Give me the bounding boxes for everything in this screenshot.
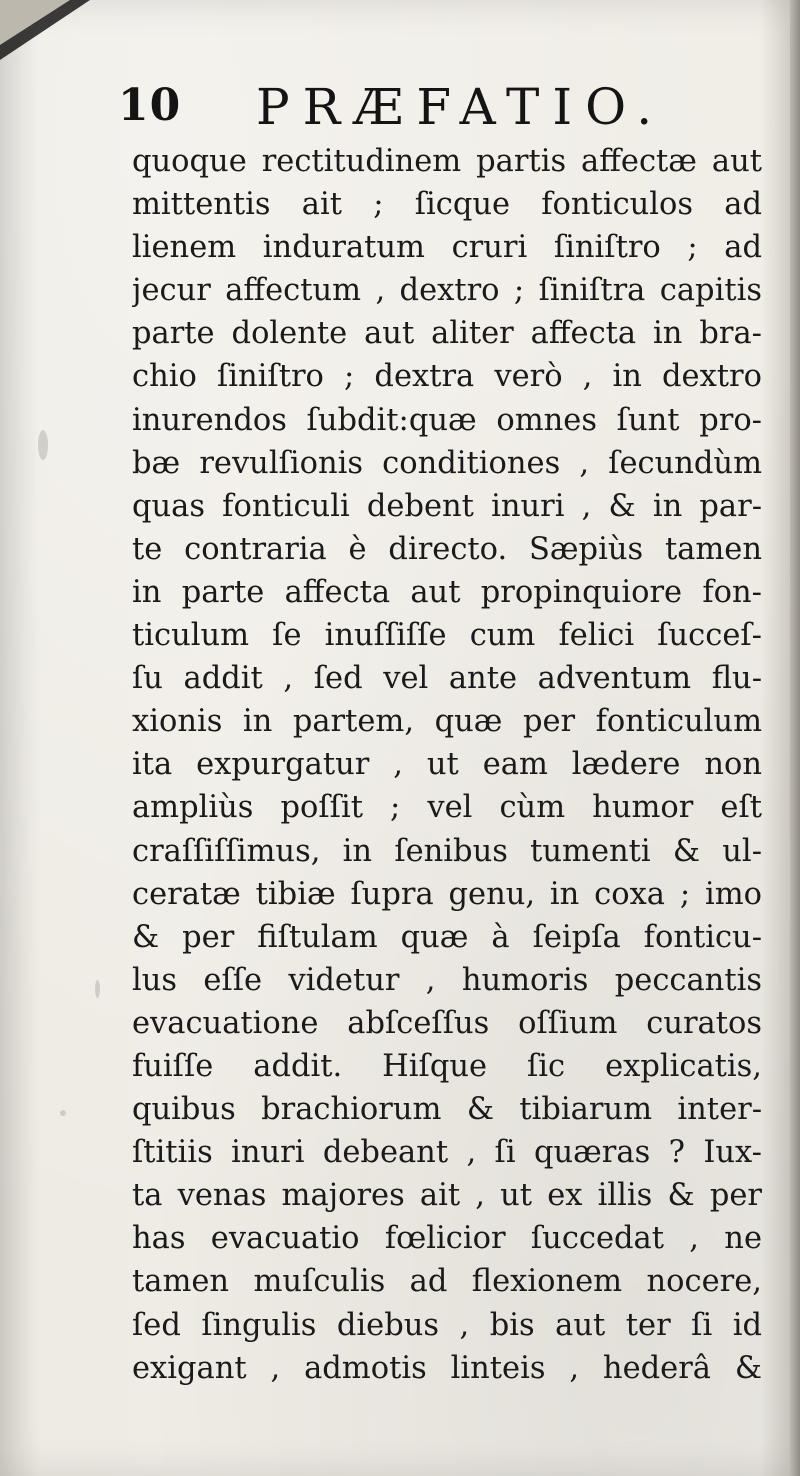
text-line: ſu addit , ſed vel ante adventum flu- [132, 661, 762, 697]
text-line: evacuatione abſceſſus oſſium curatos [132, 1005, 762, 1041]
text-line: inurendos ſubdit:quæ omnes ſunt pro- [132, 402, 762, 438]
text-line: ita expurgatur , ut eam lædere non [132, 747, 762, 783]
text-line: lus eſſe videtur , humoris peccantis [132, 962, 762, 998]
page-corner-fold [0, 0, 70, 45]
text-line: & per fiſtulam quæ à ſeipſa fonticu- [132, 919, 762, 955]
text-line: ta venas majores ait , ut ex illis & per [132, 1178, 762, 1214]
body-text [132, 140, 762, 1390]
text-line: bæ revulſionis conditiones , ſecundùm [132, 445, 762, 481]
text-line: lienem induratum cruri ſiniſtro ; ad [132, 230, 762, 266]
text-line: xionis in partem, quæ per fonticulum [132, 704, 762, 740]
text-line: ſtitiis inuri debeant , ſi quæras ? Iux- [132, 1135, 762, 1171]
text-line: quibus brachiorum & tibiarum inter- [132, 1092, 762, 1128]
ink-smudge [95, 980, 100, 998]
page-number: 10 [118, 80, 182, 131]
text-line: te contraria è directo. Sæpiùs tamen [132, 531, 762, 567]
text-line: ſed ſingulis diebus , bis aut ter ſi id [132, 1307, 762, 1343]
text-line: ampliùs poſſit ; vel cùm humor eſt [132, 790, 762, 826]
text-line: ceratæ tibiæ ſupra genu, in coxa ; imo [132, 876, 762, 912]
text-line: parte dolente aut aliter affecta in bra- [132, 316, 762, 352]
page-edge [790, 0, 800, 1476]
ink-smudge [38, 430, 48, 460]
text-line: tamen muſculis ad flexionem nocere, [132, 1264, 762, 1300]
ink-smudge [60, 1110, 66, 1116]
page-header [118, 70, 758, 140]
text-line: quas fonticuli debent inuri , & in par- [132, 488, 762, 524]
text-line: has evacuatio fœlicior ſuccedat , ne [132, 1221, 762, 1257]
text-line: mittentis ait ; ſicque fonticulos ad [132, 187, 762, 223]
text-line: exigant , admotis linteis , hederâ & [132, 1350, 762, 1386]
text-line: chio ſiniſtro ; dextra verò , in dextro [132, 359, 762, 395]
text-line: fuiſſe addit. Hiſque ſic explicatis, [132, 1048, 762, 1084]
running-head: PRÆFATIO. [256, 78, 666, 136]
text-line: ticulum ſe inuſſiſſe cum felici ſucceſ- [132, 618, 762, 654]
text-line: jecur affectum , dextro ; ſiniſtra capitis [132, 273, 762, 309]
text-line: in parte affecta aut propinquiore fon- [132, 574, 762, 610]
text-line: craſſiſſimus, in ſenibus tumenti & ul- [132, 833, 762, 869]
text-line: quoque rectitudinem partis affectæ aut [132, 144, 762, 179]
